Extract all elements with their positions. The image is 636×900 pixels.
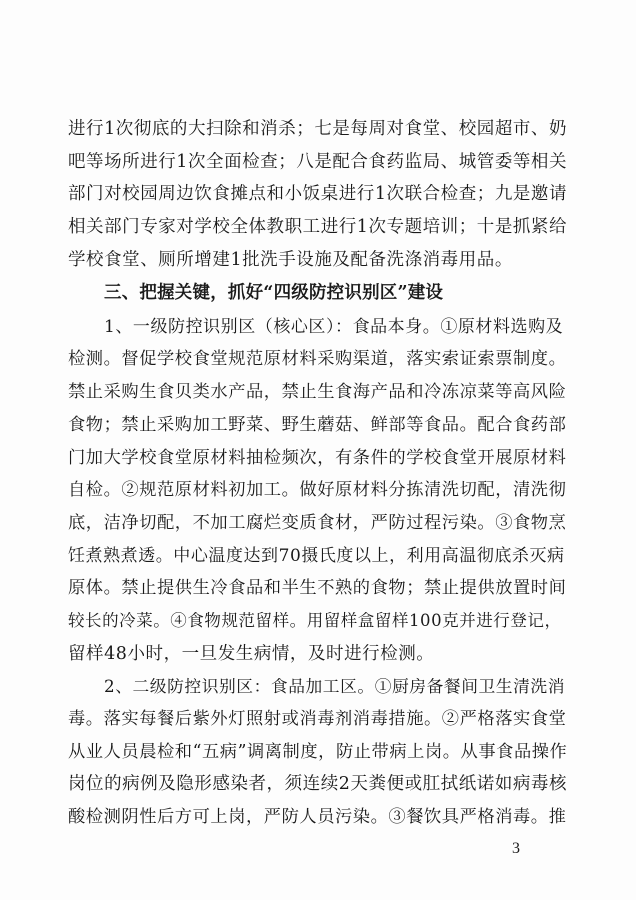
body-text-line: 岗位的病例及隐形感染者，须连续2天粪便或肛拭纸诺如病毒核 [68,774,568,794]
body-text-line: 部门对校园周边饮食摊点和小饭桌进行1次联合检查；九是邀请 [68,184,568,204]
body-text-line: 检测。督促学校食堂规范原材料采购渠道，落实索证索票制度。 [68,349,567,369]
body-text-line: 留样48小时，一旦发生病情，及时进行检测。 [68,644,435,664]
body-text-line: 吧等场所进行1次全面检查；八是配合食药监局、城管委等相关 [68,152,568,172]
body-text-line: 相关部门专家对学校全体教职工进行1次专题培训；十是抓紧给 [68,217,568,237]
body-text-line: 从业人员晨检和“五病”调离制度，防止带病上岗。从事食品操作 [68,742,568,762]
body-text-line: 禁止采购生食贝类水产品，禁止生食海产品和冷冻凉菜等高风险 [68,382,567,402]
paragraph-first-line: 1、一级防控识别区（核心区）：食品本身。①原材料选购及 [104,317,564,337]
section-heading: 三、把握关键，抓好“四级防控识别区”建设 [104,283,444,303]
body-text-line: 学校食堂、厕所增建1批洗手设施及配备洗涤消毒用品。 [68,250,513,270]
body-text-line: 饪煮熟煮透。中心温度达到70摄氏度以上，利用高温彻底杀灭病 [68,546,565,566]
paragraph-first-line: 2、二级防控识别区：食品加工区。①厨房备餐间卫生清洗消 [104,676,566,696]
body-text-line: 底，洁净切配，不加工腐烂变质食材，严防过程污染。③食物烹 [68,513,567,533]
body-text-line: 食物；禁止采购加工野菜、野生蘑菇、鲜部等食品。配合食药部 [68,415,567,435]
body-text-line: 较长的冷菜。④食物规范留样。用留样盒留样100克并进行登记， [68,611,562,630]
body-text-line: 自检。②规范原材料初加工。做好原材料分拣清洗切配，清洗彻 [68,480,567,500]
body-text-line: 门加大学校食堂原材料抽检频次，有条件的学校食堂开展原材料 [68,448,567,468]
body-text-line: 进行1次彻底的大扫除和消杀；七是每周对食堂、校园超市、奶 [68,119,568,139]
body-text-line: 酸检测阴性后方可上岗，严防人员污染。③餐饮具严格消毒。推 [68,807,567,827]
body-text-line: 毒。落实每餐后紫外灯照射或消毒剂消毒措施。②严格落实食堂 [68,709,567,729]
body-text-line: 原体。禁止提供生冷食品和半生不熟的食物；禁止提供放置时间 [68,578,567,598]
page-number: 3 [512,840,520,857]
